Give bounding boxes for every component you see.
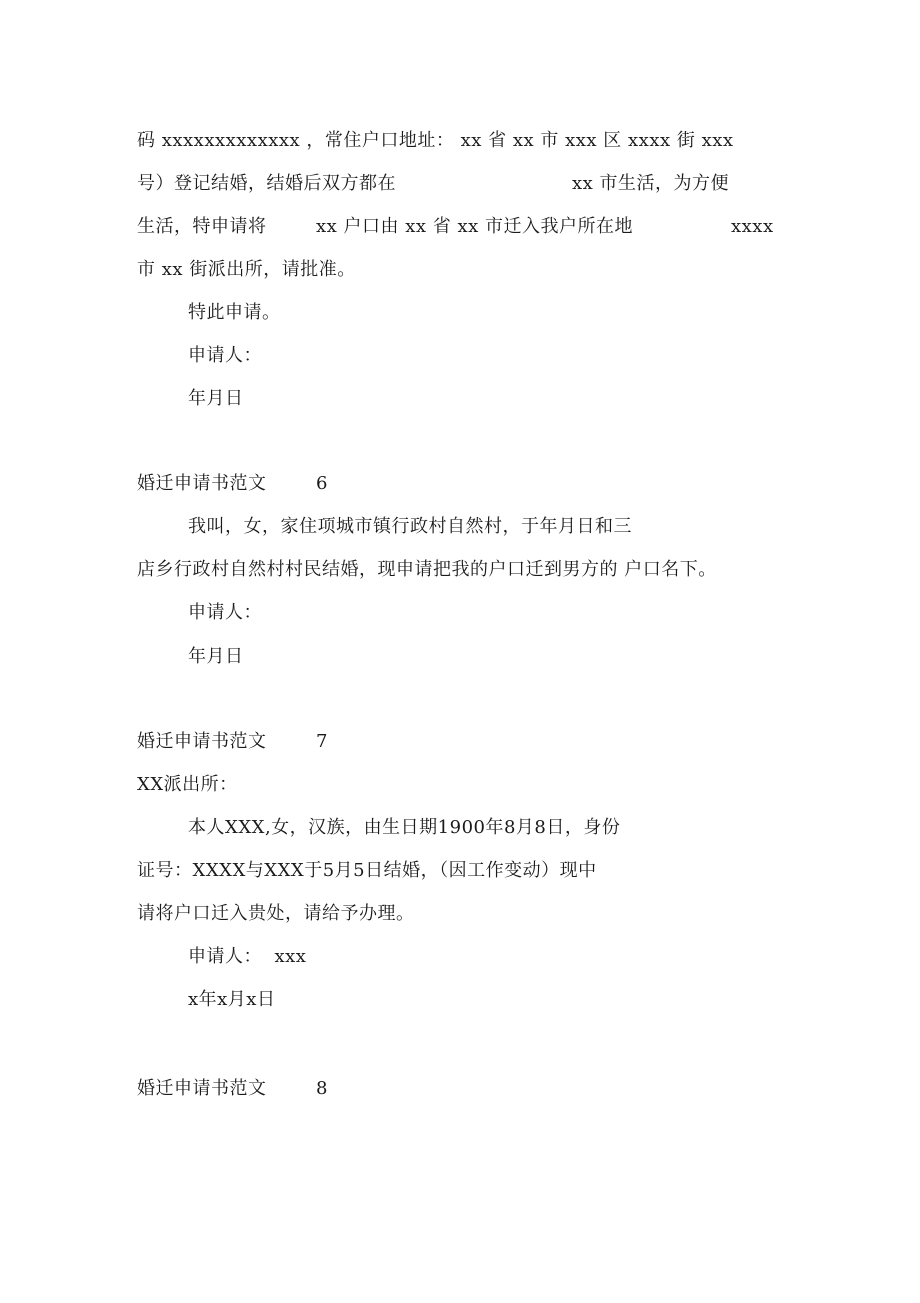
applicant-line: 申请人： (188, 602, 262, 623)
addressee-line: XX派出所： (137, 774, 238, 795)
section-heading: 婚迁申请书范文 (137, 1078, 267, 1099)
section-number: 7 (316, 731, 328, 752)
applicant-line: 申请人： (188, 345, 262, 366)
date-line: 年月日 (188, 646, 244, 667)
body-line: 请将户口迁入贵处，请给予办理。 (137, 903, 415, 924)
section-heading: 婚迁申请书范文 (137, 473, 267, 494)
applicant-line: 申请人： xxx (188, 946, 307, 967)
body-line: 号）登记结婚，结婚后双方都在 (137, 173, 396, 194)
body-line: xx 市生活，为方便 (572, 173, 730, 194)
closing-line: 特此申请。 (188, 302, 281, 323)
date-line: x年x月x日 (188, 989, 276, 1010)
body-line: 店乡行政村自然村村民结婚，现申请把我的户口迁到男方的 户口名下。 (137, 559, 717, 580)
body-line: 本人XXX,女，汉族，由生日期1900年8月8日，身份 (188, 817, 621, 838)
body-line: 生活，特申请将 (137, 216, 267, 237)
body-line: xxxx (731, 216, 774, 237)
section-number: 8 (316, 1078, 328, 1099)
body-line: 市 xx 街派出所，请批准。 (137, 259, 356, 280)
body-line: xx 户口由 xx 省 xx 市迁入我户所在地 (316, 216, 634, 237)
section-heading: 婚迁申请书范文 (137, 731, 267, 752)
section-number: 6 (316, 473, 328, 494)
body-line: 证号：XXXX与XXX于5月5日结婚，（因工作变动）现中 (137, 860, 597, 881)
body-line: 码 xxxxxxxxxxxxx ，常住户口地址： xx 省 xx 市 xxx 区 xxxx 街 xxx (137, 130, 734, 151)
date-line: 年月日 (188, 388, 244, 409)
body-line: 我叫，女，家住项城市镇行政村自然村，于年月日和三 (188, 516, 632, 537)
